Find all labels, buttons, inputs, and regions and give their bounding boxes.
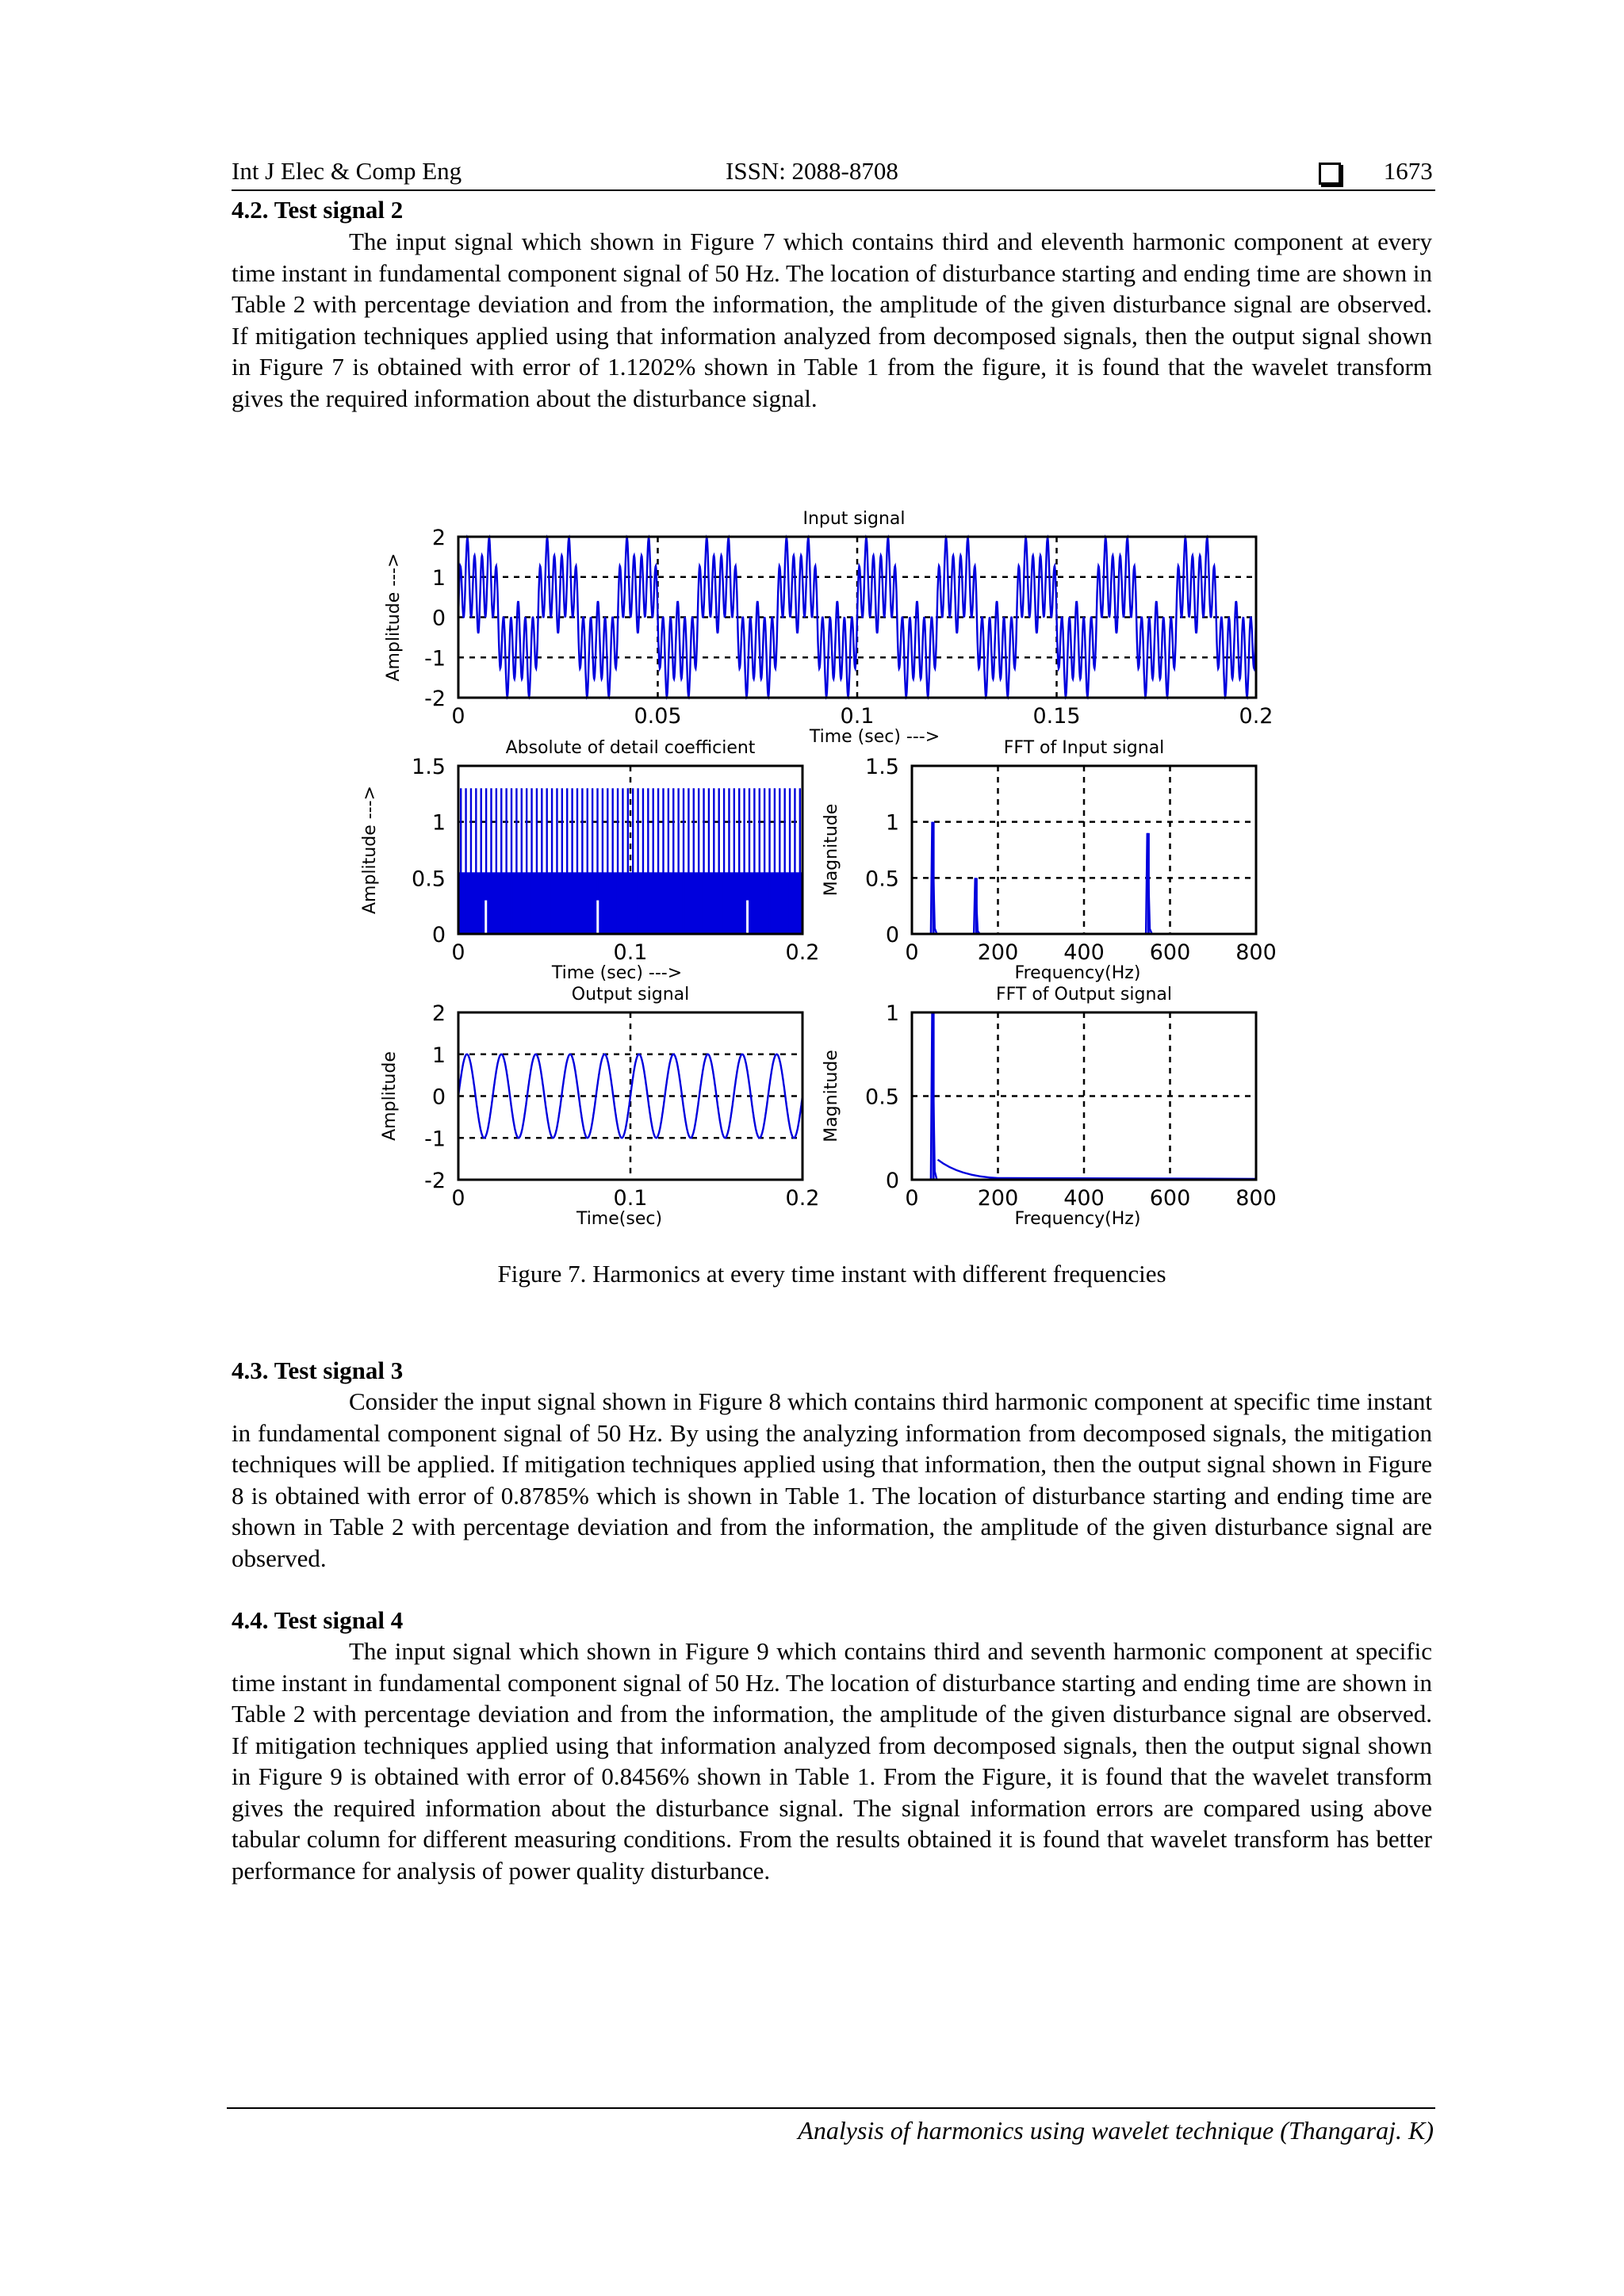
section-paragraph-4-4: The input signal which shown in Figure 9 which contains third and seventh harmonic component at specific time instant in fundamental component signal of 50 Hz. The location of disturbance starting and ending time are shown in Table 2 with percentage deviation and from the information, the amplitude of the given disturbance signal are observed. If mitigation techniques applied using that information analyzed from decomposed signals, then the output signal shown in Figure 9 is obtained with error of 0.8456% shown in Table 1. From the Figure, it is found that the wavelet transform gives the required information about the disturbance signal. The signal information errors are compared using above tabular column for different measuring conditions. From the results obtained it is found that wavelet transform has better performance for analysis of power quality disturbance. xyxy=(232,1637,1432,1885)
y-axis-label: Magnitude xyxy=(822,1050,841,1142)
chart-panel-2 xyxy=(360,738,819,983)
y-tick-label: 1 xyxy=(431,1043,446,1068)
issn: ISSN: 2088-8708 xyxy=(726,157,898,185)
section-heading-4-3: 4.3. Test signal 3 xyxy=(232,1357,404,1384)
figure-caption: Figure 7. Harmonics at every time instant with different frequencies xyxy=(497,1260,1166,1288)
x-axis-label: Time(sec) xyxy=(576,1209,663,1229)
y-tick-label: 2 xyxy=(431,526,446,550)
x-tick-label: 0 xyxy=(451,704,465,729)
y-tick-label: 1.5 xyxy=(412,755,446,779)
y-tick-label: -2 xyxy=(424,687,446,711)
x-tick-label: 800 xyxy=(1235,1186,1277,1211)
x-tick-label: 0.1 xyxy=(613,940,648,965)
section-paragraph-4-3: Consider the input signal shown in Figure 8 which contains third harmonic component at specific time instant in fundamental component signal of 50 Hz. By using the analyzing information from decomposed signals, the mitigation techniques will be applied. If mitigation techniques applied using that information, then the output signal shown in Figure 8 is obtained with error of 0.8785% which is shown in Table 1. The location of disturbance starting and ending time are shown in Table 2 with percentage deviation and from the information, the amplitude of the given disturbance signal are observed. xyxy=(232,1387,1432,1572)
page-number: 1673 xyxy=(1383,157,1433,185)
chart-title: Absolute of detail coefficient xyxy=(505,738,756,758)
x-tick-label: 0.2 xyxy=(1239,704,1274,729)
y-tick-label: 0 xyxy=(885,923,899,947)
x-axis-label: Time (sec) ---> xyxy=(551,963,683,983)
y-tick-label: 1 xyxy=(885,1001,899,1026)
y-tick-label: 0.5 xyxy=(865,867,899,892)
y-tick-label: 1.5 xyxy=(865,755,899,779)
x-tick-label: 0.1 xyxy=(840,704,875,729)
x-tick-label: 0 xyxy=(451,1186,465,1211)
y-axis-label: Magnitude xyxy=(822,803,841,897)
journal-name: Int J Elec & Comp Eng xyxy=(232,157,462,185)
x-tick-label: 0 xyxy=(451,940,465,965)
y-tick-label: 0 xyxy=(431,606,446,631)
x-tick-label: 400 xyxy=(1063,1186,1105,1211)
y-tick-label: 1 xyxy=(431,565,446,591)
section-paragraph-4-2: The input signal which shown in Figure 7 which contains third and eleventh harmonic component at every time instant in fundamental component signal of 50 Hz. The location of disturbance starting and ending time are shown in Table 2 with percentage deviation and from the information, the amplitude of the given disturbance signal are observed. If mitigation techniques applied using that information analyzed from decomposed signals, then the output signal shown in Figure 7 is obtained with error of 1.1202% shown in Table 1 from the figure, it is found that the wavelet transform gives the required information about the disturbance signal. xyxy=(232,228,1432,412)
y-tick-label: 0.5 xyxy=(412,867,446,892)
section-heading-4-4: 4.4. Test signal 4 xyxy=(232,1606,404,1634)
chart-panel-4 xyxy=(380,985,819,1229)
x-axis-label: Frequency(Hz) xyxy=(1014,1209,1141,1229)
chart-panel-5 xyxy=(822,985,1277,1229)
y-tick-label: 1 xyxy=(431,810,446,836)
x-tick-label: 200 xyxy=(977,1186,1019,1211)
x-tick-label: 0.15 xyxy=(1032,704,1081,729)
y-tick-label: -1 xyxy=(424,1127,446,1152)
chart-panel-1 xyxy=(384,509,1273,747)
y-axis-label: Amplitude ---> xyxy=(360,786,380,914)
x-axis-label: Frequency(Hz) xyxy=(1014,963,1141,983)
x-tick-label: 800 xyxy=(1235,940,1277,965)
footer-rule xyxy=(227,2107,1435,2109)
chart-title: Output signal xyxy=(571,985,690,1004)
y-tick-label: 1 xyxy=(885,810,899,836)
x-tick-label: 0.05 xyxy=(634,704,682,729)
y-tick-label: -2 xyxy=(424,1169,446,1193)
y-axis-label: Amplitude xyxy=(380,1051,400,1141)
x-tick-label: 200 xyxy=(977,940,1019,965)
running-footer: Analysis of harmonics using wavelet technique (Thangaraj. K) xyxy=(798,2116,1434,2145)
x-axis-label: Time (sec) ---> xyxy=(809,727,940,747)
y-tick-label: 0.5 xyxy=(865,1085,899,1110)
chart-panel-3 xyxy=(822,738,1277,983)
chart-title: FFT of Output signal xyxy=(995,985,1173,1004)
y-tick-label: 0 xyxy=(431,923,446,947)
section-heading-4-2: 4.2. Test signal 2 xyxy=(232,196,404,224)
x-tick-label: 0 xyxy=(905,1186,919,1211)
fft-tail xyxy=(938,1160,1256,1179)
x-tick-label: 400 xyxy=(1063,940,1105,965)
x-tick-label: 0.2 xyxy=(785,1186,820,1211)
x-tick-label: 600 xyxy=(1149,940,1191,965)
coefficient-fill xyxy=(458,872,802,934)
x-tick-label: 0 xyxy=(905,940,919,965)
x-tick-label: 600 xyxy=(1149,1186,1191,1211)
y-tick-label: 0 xyxy=(431,1085,446,1110)
y-tick-label: -1 xyxy=(424,646,446,672)
x-tick-label: 0.2 xyxy=(785,940,820,965)
y-axis-label: Amplitude ---> xyxy=(384,553,404,682)
y-tick-label: 2 xyxy=(431,1001,446,1026)
y-tick-label: 0 xyxy=(885,1169,899,1193)
chart-title: Input signal xyxy=(802,509,906,529)
x-tick-label: 0.1 xyxy=(613,1186,648,1211)
chart-title: FFT of Input signal xyxy=(1003,738,1165,758)
